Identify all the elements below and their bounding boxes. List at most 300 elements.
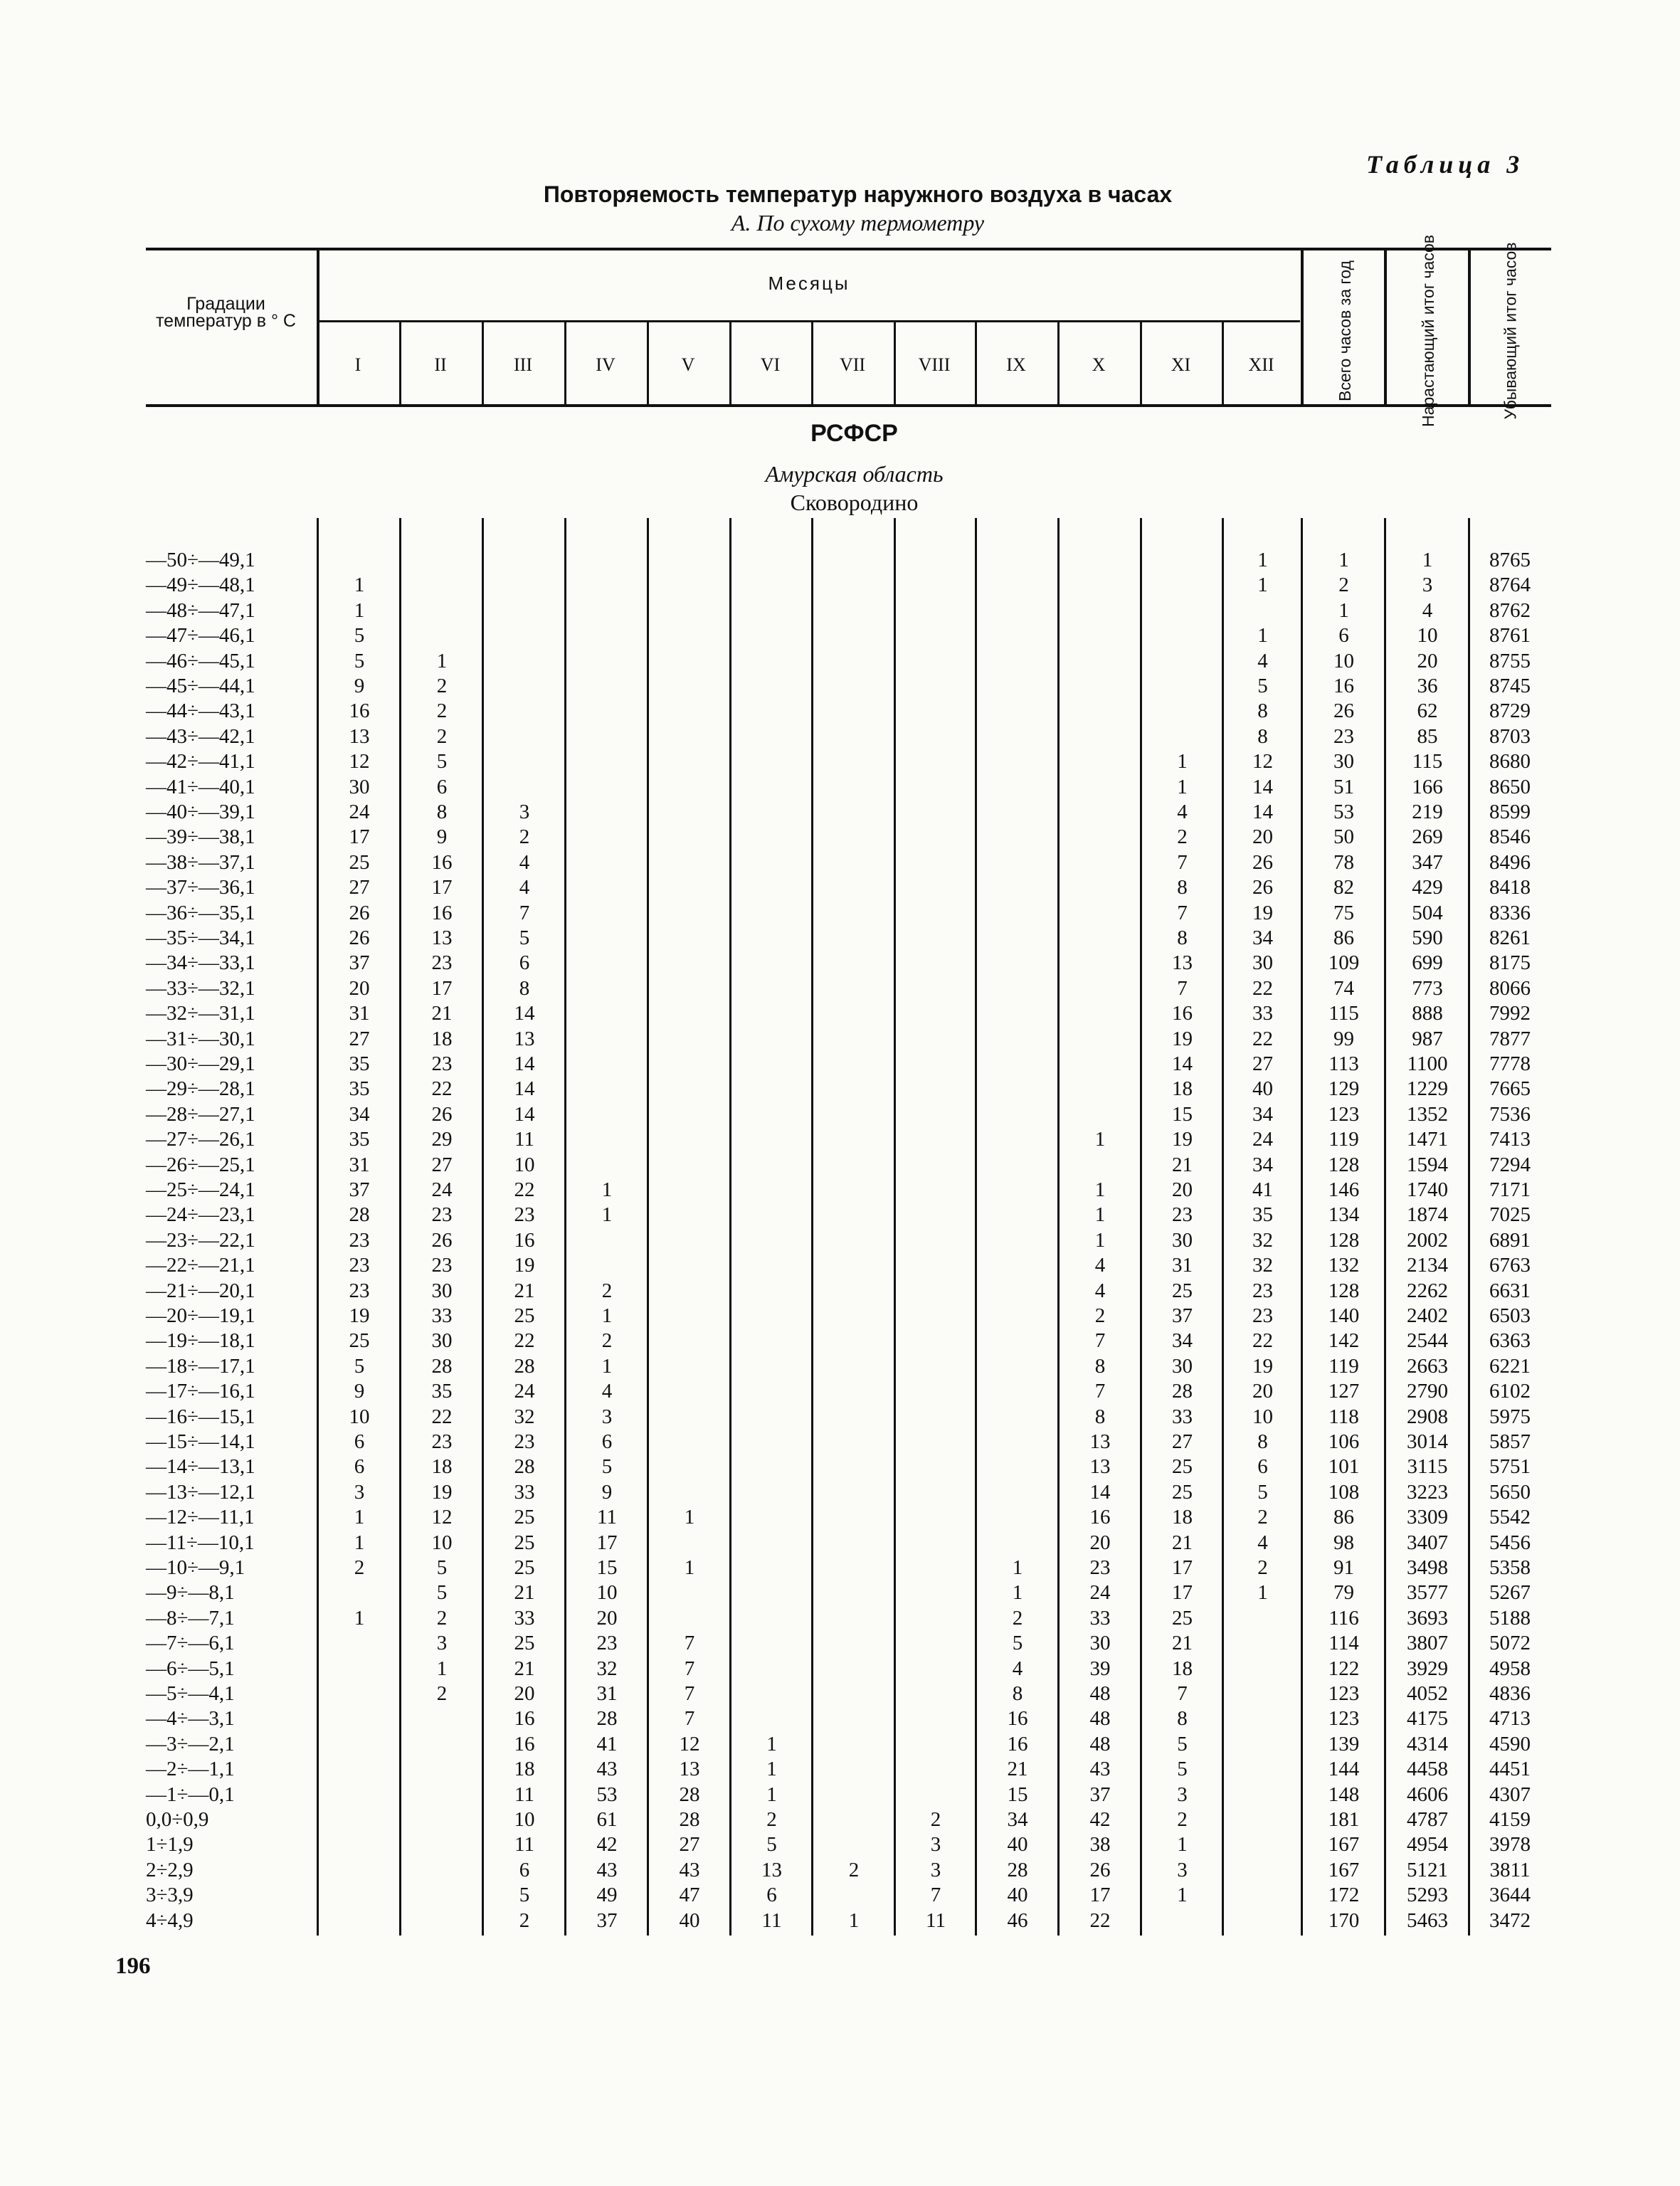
month-cell: 5 xyxy=(354,1354,365,1378)
month-cell: 23 xyxy=(1252,1279,1273,1302)
month-cell: 26 xyxy=(349,926,370,949)
month-label: IX xyxy=(1006,354,1026,375)
month-cell: 1 xyxy=(1257,1581,1268,1605)
month-cell: 1 xyxy=(601,1304,613,1327)
decreasing-cell: 8729 xyxy=(1489,699,1531,723)
month-cell: 18 xyxy=(431,1455,453,1479)
cumulative-cell: 347 xyxy=(1412,850,1443,874)
month-cell: 26 xyxy=(349,901,370,924)
month-cell: 25 xyxy=(1172,1455,1193,1479)
month-cell: 2 xyxy=(1094,1304,1106,1327)
month-cell: 14 xyxy=(514,1002,535,1025)
month-cell: 5 xyxy=(436,1581,448,1605)
total-cell: 129 xyxy=(1328,1077,1360,1101)
month-cell: 40 xyxy=(1007,1884,1028,1907)
gradation-cell: —38÷—37,1 xyxy=(146,850,255,874)
table-row xyxy=(0,1480,1680,1505)
total-cell: 1 xyxy=(1338,598,1349,622)
month-cell: 21 xyxy=(514,1581,535,1605)
month-cell: 41 xyxy=(596,1732,618,1755)
month-cell: 37 xyxy=(1172,1304,1193,1327)
header-divider xyxy=(1384,250,1387,404)
month-cell: 15 xyxy=(1172,1102,1193,1126)
decreasing-cell: 8175 xyxy=(1489,951,1531,975)
gradation-cell: —9÷—8,1 xyxy=(146,1581,235,1605)
month-cell: 8 xyxy=(436,801,448,823)
gradation-cell: —48÷—47,1 xyxy=(146,598,255,622)
table-row xyxy=(0,1379,1680,1404)
cumulative-cell: 2908 xyxy=(1407,1405,1448,1428)
month-cell: 4 xyxy=(1177,801,1188,823)
month-cell: 26 xyxy=(431,1228,453,1252)
month-cell: 23 xyxy=(514,1203,535,1227)
month-cell: 5 xyxy=(354,624,365,648)
month-cell: 30 xyxy=(1252,951,1273,975)
month-cell: 24 xyxy=(349,801,370,823)
total-cell: 108 xyxy=(1328,1480,1360,1504)
month-cell: 20 xyxy=(1252,1380,1273,1403)
month-cell: 14 xyxy=(514,1102,535,1126)
month-cell: 27 xyxy=(431,1153,453,1176)
total-cell: 134 xyxy=(1328,1203,1360,1227)
month-cell: 13 xyxy=(1089,1430,1111,1453)
month-cell: 16 xyxy=(1007,1707,1028,1731)
month-cell: 23 xyxy=(431,1203,453,1227)
month-cell: 16 xyxy=(1172,1002,1193,1025)
total-cell: 123 xyxy=(1328,1102,1360,1126)
decreasing-cell: 6763 xyxy=(1489,1254,1531,1277)
month-cell: 6 xyxy=(601,1430,613,1453)
month-cell: 15 xyxy=(1007,1783,1028,1806)
decreasing-cell: 7778 xyxy=(1489,1052,1531,1075)
gradation-cell: —24÷—23,1 xyxy=(146,1203,255,1227)
month-cell: 11 xyxy=(597,1506,617,1529)
table-row xyxy=(0,1052,1680,1077)
month-cell: 2 xyxy=(436,1682,448,1705)
month-cell: 35 xyxy=(431,1380,453,1403)
month-cell: 34 xyxy=(1252,1102,1273,1126)
cumulative-cell: 219 xyxy=(1412,801,1443,823)
table-row xyxy=(0,1505,1680,1530)
month-cell: 21 xyxy=(514,1279,535,1302)
month-cell: 19 xyxy=(514,1254,535,1277)
decreasing-cell: 8066 xyxy=(1489,976,1531,1000)
month-cell: 1 xyxy=(436,649,448,672)
month-cell: 40 xyxy=(1252,1077,1273,1101)
cumulative-cell: 1100 xyxy=(1407,1052,1448,1075)
month-cell: 18 xyxy=(1172,1657,1193,1680)
table-row xyxy=(0,1580,1680,1605)
region-station: Сковородино xyxy=(790,490,919,515)
cumulative-cell: 987 xyxy=(1412,1027,1443,1050)
month-cell: 19 xyxy=(1172,1027,1193,1050)
gradation-cell: —7÷—6,1 xyxy=(146,1632,235,1655)
month-cell: 1 xyxy=(1094,1203,1106,1227)
table-row xyxy=(0,1657,1680,1681)
total-cell: 123 xyxy=(1328,1682,1360,1705)
month-cell: 2 xyxy=(1177,1808,1188,1831)
month-cell: 2 xyxy=(930,1808,941,1831)
month-cell: 16 xyxy=(431,901,453,924)
cumulative-cell: 4052 xyxy=(1407,1682,1448,1705)
cumulative-cell: 4314 xyxy=(1407,1732,1448,1755)
total-cell: 75 xyxy=(1333,901,1354,924)
month-cell: 2 xyxy=(1257,1556,1268,1579)
month-cell: 2 xyxy=(1012,1606,1023,1630)
total-cell: 99 xyxy=(1333,1027,1354,1050)
month-cell: 12 xyxy=(431,1506,453,1529)
gradation-cell: —26÷—25,1 xyxy=(146,1153,255,1176)
total-cell: 139 xyxy=(1328,1732,1360,1755)
month-cell: 17 xyxy=(1172,1581,1193,1605)
month-cell: 5 xyxy=(1257,1480,1268,1504)
decreasing-cell: 6221 xyxy=(1489,1354,1531,1378)
month-cell: 40 xyxy=(1007,1833,1028,1857)
cumulative-cell: 4954 xyxy=(1407,1833,1448,1857)
month-cell: 27 xyxy=(1252,1052,1273,1075)
gradation-cell: —29÷—28,1 xyxy=(146,1077,255,1101)
month-cell: 21 xyxy=(1172,1531,1193,1554)
decreasing-cell: 8765 xyxy=(1489,549,1531,571)
total-cell: 172 xyxy=(1328,1884,1360,1907)
gradation-cell: —36÷—35,1 xyxy=(146,901,255,924)
total-cell: 116 xyxy=(1328,1606,1359,1630)
cumulative-cell: 3223 xyxy=(1407,1480,1448,1504)
cumulative-cell: 3 xyxy=(1422,574,1433,597)
table-row xyxy=(0,1027,1680,1052)
month-cell: 30 xyxy=(431,1279,453,1302)
total-cell: 6 xyxy=(1338,624,1349,648)
gradation-cell: —50÷—49,1 xyxy=(146,549,255,571)
gradation-cell: —40÷—39,1 xyxy=(146,801,255,823)
decreasing-cell: 8599 xyxy=(1489,801,1531,823)
month-cell: 34 xyxy=(1172,1329,1193,1353)
month-cell: 1 xyxy=(766,1758,777,1781)
table-row xyxy=(0,674,1680,699)
total-cell: 132 xyxy=(1328,1254,1360,1277)
gradation-cell: —22÷—21,1 xyxy=(146,1254,255,1277)
cumulative-cell: 1594 xyxy=(1407,1153,1448,1176)
header-cumulative: Нарастающий итог часов xyxy=(1419,234,1437,428)
gradation-cell: —21÷—20,1 xyxy=(146,1279,255,1302)
gradation-cell: —16÷—15,1 xyxy=(146,1405,255,1428)
month-cell: 18 xyxy=(1172,1077,1193,1101)
cumulative-cell: 5121 xyxy=(1407,1858,1448,1881)
month-cell: 17 xyxy=(349,825,370,849)
month-cell: 5 xyxy=(601,1455,613,1479)
month-cell: 37 xyxy=(1089,1783,1111,1806)
month-cell: 7 xyxy=(1094,1380,1106,1403)
month-cell: 33 xyxy=(514,1606,535,1630)
month-cell: 27 xyxy=(349,876,370,899)
decreasing-cell: 6363 xyxy=(1489,1329,1531,1353)
month-cell: 19 xyxy=(1172,1128,1193,1151)
month-cell: 14 xyxy=(514,1052,535,1075)
month-cell: 8 xyxy=(1177,926,1188,949)
cumulative-cell: 269 xyxy=(1412,825,1443,849)
month-cell: 2 xyxy=(519,1908,530,1932)
month-cell: 27 xyxy=(1172,1430,1193,1453)
month-cell: 7 xyxy=(684,1682,695,1705)
month-cell: 22 xyxy=(1089,1908,1111,1932)
total-cell: 128 xyxy=(1328,1153,1360,1176)
decreasing-cell: 4958 xyxy=(1489,1657,1531,1680)
total-cell: 115 xyxy=(1328,1002,1359,1025)
month-cell: 16 xyxy=(1089,1506,1111,1529)
decreasing-cell: 8546 xyxy=(1489,825,1531,849)
month-cell: 8 xyxy=(1257,1430,1268,1453)
month-cell: 33 xyxy=(514,1480,535,1504)
gradation-cell: —15÷—14,1 xyxy=(146,1430,255,1453)
month-cell: 8 xyxy=(519,976,530,1000)
month-cell: 2 xyxy=(848,1858,860,1881)
gradation-cell: —25÷—24,1 xyxy=(146,1178,255,1201)
table-row xyxy=(0,1832,1680,1857)
table-row xyxy=(0,1606,1680,1631)
cumulative-cell: 504 xyxy=(1412,901,1443,924)
gradation-cell: —32÷—31,1 xyxy=(146,1002,255,1025)
month-cell: 19 xyxy=(349,1304,370,1327)
month-cell: 22 xyxy=(514,1178,535,1201)
month-cell: 25 xyxy=(349,1329,370,1353)
decreasing-cell: 5358 xyxy=(1489,1556,1531,1579)
cumulative-cell: 4606 xyxy=(1407,1783,1448,1806)
month-cell: 38 xyxy=(1089,1833,1111,1857)
month-cell: 24 xyxy=(431,1178,453,1201)
total-cell: 16 xyxy=(1333,675,1354,697)
table-row xyxy=(0,1631,1680,1656)
gradation-cell: —20÷—19,1 xyxy=(146,1304,255,1327)
cumulative-cell: 1352 xyxy=(1407,1102,1448,1126)
month-cell: 16 xyxy=(1007,1732,1028,1755)
decreasing-cell: 5267 xyxy=(1489,1581,1531,1605)
gradation-cell: —2÷—1,1 xyxy=(146,1758,235,1781)
decreasing-cell: 8336 xyxy=(1489,901,1531,924)
month-cell: 21 xyxy=(431,1002,453,1025)
month-cell: 13 xyxy=(1172,951,1193,975)
month-cell: 37 xyxy=(596,1908,618,1932)
total-cell: 30 xyxy=(1333,750,1354,773)
decreasing-cell: 8418 xyxy=(1489,876,1531,899)
month-cell: 47 xyxy=(679,1884,700,1907)
month-label: X xyxy=(1092,354,1106,375)
month-cell: 25 xyxy=(1172,1279,1193,1302)
table-row xyxy=(0,1102,1680,1127)
month-cell: 13 xyxy=(431,926,453,949)
total-cell: 128 xyxy=(1328,1279,1360,1302)
month-cell: 23 xyxy=(431,1052,453,1075)
month-cell: 20 xyxy=(1089,1531,1111,1554)
month-cell: 6 xyxy=(436,775,448,798)
month-cell: 1 xyxy=(1177,750,1188,773)
gradation-cell: —19÷—18,1 xyxy=(146,1329,255,1353)
month-cell: 11 xyxy=(926,1908,946,1932)
month-cell: 6 xyxy=(519,1858,530,1881)
gradation-cell: —44÷—43,1 xyxy=(146,699,255,723)
month-cell: 20 xyxy=(1172,1178,1193,1201)
region-oblast: Амурская область xyxy=(765,461,944,487)
month-cell: 61 xyxy=(596,1808,618,1831)
cumulative-cell: 10 xyxy=(1417,624,1438,648)
month-cell: 22 xyxy=(514,1329,535,1353)
month-cell: 28 xyxy=(514,1354,535,1378)
month-cell: 13 xyxy=(514,1027,535,1050)
month-cell: 22 xyxy=(1252,1027,1273,1050)
decreasing-cell: 8680 xyxy=(1489,750,1531,773)
month-cell: 27 xyxy=(679,1833,700,1857)
cumulative-cell: 166 xyxy=(1412,775,1443,798)
month-cell: 43 xyxy=(1089,1758,1111,1781)
table-label: Таблица 3 xyxy=(1366,150,1525,179)
table-row xyxy=(0,1329,1680,1353)
month-cell: 1 xyxy=(436,1657,448,1680)
month-cell: 1 xyxy=(1012,1581,1023,1605)
gradation-cell: —43÷—42,1 xyxy=(146,724,255,748)
month-cell: 13 xyxy=(349,724,370,748)
total-cell: 91 xyxy=(1333,1556,1354,1579)
month-cell: 14 xyxy=(1172,1052,1193,1075)
month-cell: 43 xyxy=(679,1858,700,1881)
month-cell: 2 xyxy=(436,675,448,697)
month-cell: 12 xyxy=(679,1732,700,1755)
table-row xyxy=(0,1127,1680,1152)
month-cell: 37 xyxy=(349,1178,370,1201)
month-cell: 2 xyxy=(519,825,530,849)
cumulative-cell: 1874 xyxy=(1407,1203,1448,1227)
month-cell: 5 xyxy=(766,1833,777,1857)
gradation-cell: —37÷—36,1 xyxy=(146,876,255,899)
month-cell: 33 xyxy=(1089,1606,1111,1630)
table-row xyxy=(0,649,1680,674)
total-cell: 181 xyxy=(1328,1808,1360,1831)
month-cell: 35 xyxy=(349,1077,370,1101)
month-cell: 9 xyxy=(601,1480,613,1504)
month-cell: 39 xyxy=(1089,1657,1111,1680)
total-cell: 119 xyxy=(1328,1128,1359,1151)
gradation-cell: —47÷—46,1 xyxy=(146,624,255,648)
month-cell: 26 xyxy=(431,1102,453,1126)
header-months: Месяцы xyxy=(768,273,850,294)
cumulative-cell: 2663 xyxy=(1407,1354,1448,1378)
month-cell: 8 xyxy=(1094,1354,1106,1378)
month-cell: 20 xyxy=(596,1606,618,1630)
gradation-cell: —5÷—4,1 xyxy=(146,1682,235,1705)
cumulative-cell: 5293 xyxy=(1407,1884,1448,1907)
cumulative-cell: 3807 xyxy=(1407,1632,1448,1655)
decreasing-cell: 8261 xyxy=(1489,926,1531,949)
cumulative-cell: 2134 xyxy=(1407,1254,1448,1277)
gradation-cell: —17÷—16,1 xyxy=(146,1380,255,1403)
month-cell: 48 xyxy=(1089,1707,1111,1731)
month-cell: 21 xyxy=(514,1657,535,1680)
month-cell: 31 xyxy=(1172,1254,1193,1277)
decreasing-cell: 8755 xyxy=(1489,649,1531,672)
table-row xyxy=(0,1681,1680,1706)
decreasing-cell: 7294 xyxy=(1489,1153,1531,1176)
gradation-cell: —23÷—22,1 xyxy=(146,1228,255,1252)
total-cell: 113 xyxy=(1328,1052,1359,1075)
total-cell: 51 xyxy=(1333,775,1354,798)
month-cell: 11 xyxy=(514,1783,534,1806)
month-cell: 23 xyxy=(431,1430,453,1453)
total-cell: 82 xyxy=(1333,876,1354,899)
month-cell: 4 xyxy=(519,876,530,899)
total-cell: 86 xyxy=(1333,926,1354,949)
month-cell: 7 xyxy=(519,901,530,924)
gradation-cell: —6÷—5,1 xyxy=(146,1657,235,1680)
table-row xyxy=(0,598,1680,623)
region-country: РСФСР xyxy=(810,420,898,447)
month-cell: 4 xyxy=(601,1380,613,1403)
header-divider xyxy=(1301,250,1304,404)
gradation-cell: —39÷—38,1 xyxy=(146,825,255,849)
month-cell: 6 xyxy=(519,951,530,975)
month-cell: 2 xyxy=(601,1279,613,1302)
month-cell: 14 xyxy=(514,1077,535,1101)
table-subtitle: А. По сухому термометру xyxy=(731,210,985,236)
month-cell: 1 xyxy=(766,1732,777,1755)
month-cell: 5 xyxy=(436,750,448,773)
total-cell: 2 xyxy=(1338,574,1349,597)
cumulative-cell: 2002 xyxy=(1407,1228,1448,1252)
month-label: VIII xyxy=(918,354,951,375)
month-cell: 7 xyxy=(684,1657,695,1680)
month-cell: 4 xyxy=(1012,1657,1023,1680)
cumulative-cell: 3309 xyxy=(1407,1506,1448,1529)
month-cell: 17 xyxy=(1089,1884,1111,1907)
table-row xyxy=(0,1430,1680,1454)
month-cell: 1 xyxy=(1257,549,1268,571)
cumulative-cell: 3014 xyxy=(1407,1430,1448,1453)
total-cell: 50 xyxy=(1333,825,1354,849)
table-row xyxy=(0,825,1680,850)
decreasing-cell: 3644 xyxy=(1489,1884,1531,1907)
month-cell: 4 xyxy=(1094,1279,1106,1302)
month-cell: 1 xyxy=(684,1556,695,1579)
table-row xyxy=(0,1354,1680,1379)
month-cell: 9 xyxy=(354,675,365,697)
month-cell: 4 xyxy=(1094,1254,1106,1277)
month-cell: 28 xyxy=(1007,1858,1028,1881)
table-row xyxy=(0,800,1680,825)
month-cell: 25 xyxy=(514,1531,535,1554)
gradation-cell: —41÷—40,1 xyxy=(146,775,255,798)
decreasing-cell: 8761 xyxy=(1489,624,1531,648)
table-row xyxy=(0,1178,1680,1203)
cumulative-cell: 36 xyxy=(1417,675,1438,697)
decreasing-cell: 8762 xyxy=(1489,598,1531,622)
month-cell: 30 xyxy=(1172,1228,1193,1252)
month-cell: 5 xyxy=(1257,675,1268,697)
month-cell: 28 xyxy=(679,1783,700,1806)
month-cell: 35 xyxy=(1252,1203,1273,1227)
month-cell: 17 xyxy=(596,1531,618,1554)
month-cell: 1 xyxy=(684,1506,695,1529)
month-cell: 23 xyxy=(349,1279,370,1302)
gradation-cell: —14÷—13,1 xyxy=(146,1455,255,1479)
cumulative-cell: 1740 xyxy=(1407,1178,1448,1201)
gradation-cell: —42÷—41,1 xyxy=(146,750,255,773)
month-cell: 23 xyxy=(431,951,453,975)
month-cell: 1 xyxy=(1012,1556,1023,1579)
month-cell: 26 xyxy=(1252,876,1273,899)
month-label: XII xyxy=(1248,354,1274,375)
table-row xyxy=(0,623,1680,648)
month-cell: 16 xyxy=(514,1228,535,1252)
total-cell: 122 xyxy=(1328,1657,1360,1680)
decreasing-cell: 5650 xyxy=(1489,1480,1531,1504)
table-row xyxy=(0,573,1680,598)
